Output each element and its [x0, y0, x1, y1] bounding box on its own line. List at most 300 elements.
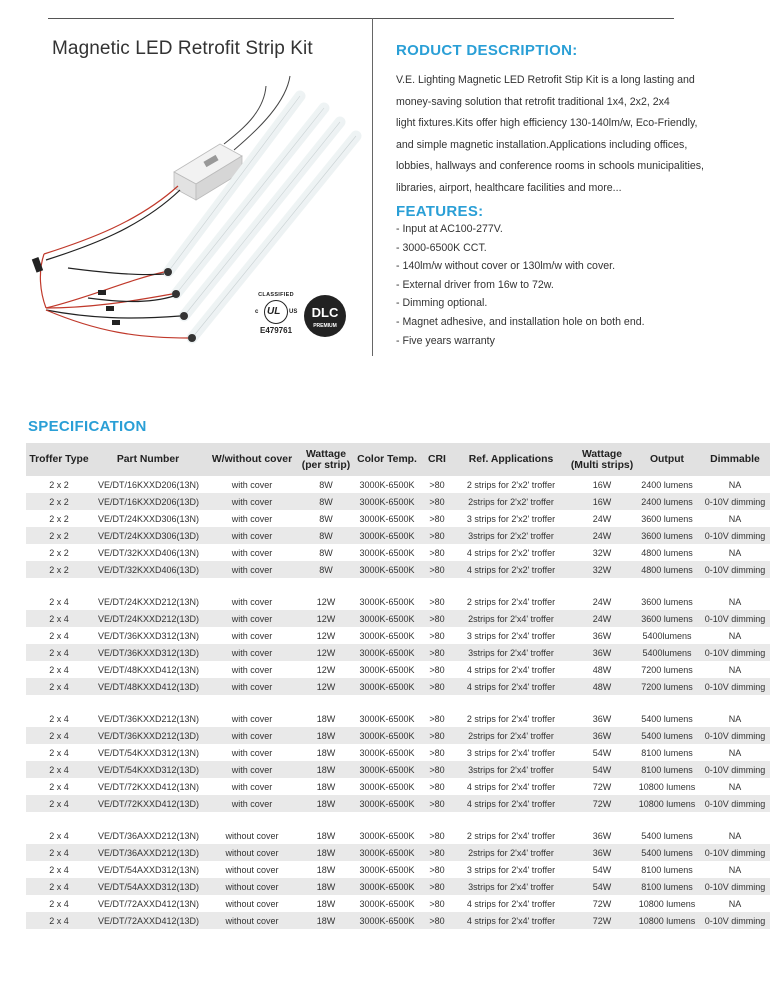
- table-cell: 2 x 2: [26, 493, 92, 510]
- table-cell: with cover: [204, 561, 300, 578]
- top-divider: [48, 18, 674, 19]
- table-cell: 72W: [592, 781, 612, 792]
- table-row: [26, 644, 770, 661]
- table-cell: with cover: [204, 644, 300, 661]
- description-line: light fixtures.Kits offer high efficiency 130-140lm/w, Eco-Friendly,: [396, 117, 698, 130]
- table-cell: >80: [429, 713, 445, 724]
- table-cell: 2 x 4: [26, 878, 92, 895]
- table-cell: 36W: [570, 644, 634, 661]
- column-header: W/without cover: [204, 443, 300, 476]
- description-line: libraries, airport, healthcare facilities and more...: [396, 181, 622, 194]
- table-cell: 54W: [570, 878, 634, 895]
- table-cell: 3600 lumens: [634, 610, 700, 627]
- table-cell: 32W: [570, 561, 634, 578]
- table-cell: with cover: [204, 493, 300, 510]
- table-cell: 5400 lumens: [634, 727, 700, 744]
- table-row: [26, 710, 770, 727]
- table-cell: NA: [728, 664, 742, 675]
- table-cell: 3strips for 2'x4' troffer: [452, 644, 570, 661]
- table-cell: 18W: [316, 781, 336, 792]
- ul-classified-mark: CLASSIFIED c UL US E479761: [255, 292, 298, 335]
- table-cell: 36W: [570, 844, 634, 861]
- table-cell: 2 x 4: [26, 912, 92, 929]
- table-cell: 3strips for 2'x2' troffer: [452, 527, 570, 544]
- table-cell: with cover: [231, 713, 273, 724]
- table-row: [26, 761, 770, 778]
- table-cell: 4 strips for 2'x2' troffer: [452, 561, 570, 578]
- table-cell: with cover: [204, 610, 300, 627]
- table-cell: 3strips for 2'x4' troffer: [452, 878, 570, 895]
- table-cell: NA: [728, 547, 742, 558]
- table-cell: VE/DT/16KXXD206(13N): [98, 479, 200, 490]
- table-cell: 8W: [300, 527, 352, 544]
- table-cell: 2 x 4: [49, 596, 69, 607]
- table-cell: 4800 lumens: [634, 561, 700, 578]
- table-cell: 0-10V dimming: [700, 844, 770, 861]
- table-cell: 4 strips for 2'x4' troffer: [466, 664, 556, 675]
- table-cell: with cover: [231, 479, 273, 490]
- column-header: CRI: [422, 443, 452, 476]
- table-cell: 3000K-6500K: [359, 864, 415, 875]
- table-cell: VE/DT/72KXXD412(13D): [92, 795, 204, 812]
- table-cell: >80: [422, 644, 452, 661]
- table-cell: 18W: [300, 727, 352, 744]
- table-cell: >80: [429, 596, 445, 607]
- table-cell: NA: [728, 713, 742, 724]
- table-cell: VE/DT/36AXXD212(13N): [98, 830, 200, 841]
- table-cell: 4 strips for 2'x4' troffer: [452, 912, 570, 929]
- table-cell: 4 strips for 2'x4' troffer: [452, 795, 570, 812]
- table-cell: VE/DT/48KXXD412(13D): [92, 678, 204, 695]
- table-cell: 8100 lumens: [641, 747, 693, 758]
- table-cell: 2 x 2: [49, 547, 69, 558]
- column-header: Color Temp.: [352, 443, 422, 476]
- table-cell: NA: [728, 479, 742, 490]
- feature-item: - 3000-6500K CCT.: [396, 241, 487, 254]
- table-cell: 3 strips for 2'x4' troffer: [466, 747, 556, 758]
- table-cell: without cover: [225, 830, 279, 841]
- column-header: Troffer Type: [26, 443, 92, 476]
- table-cell: 36W: [570, 727, 634, 744]
- dlc-premium-mark: DLC PREMIUM: [304, 295, 346, 337]
- table-cell: 3000K-6500K: [359, 747, 415, 758]
- description-heading: RODUCT DESCRIPTION:: [396, 42, 578, 59]
- table-cell: 0-10V dimming: [700, 644, 770, 661]
- table-cell: 18W: [300, 844, 352, 861]
- table-cell: 3 strips for 2'x2' troffer: [466, 513, 556, 524]
- table-cell: 2 x 4: [49, 713, 69, 724]
- table-cell: 54W: [570, 761, 634, 778]
- table-cell: 2 strips for 2'x4' troffer: [466, 713, 556, 724]
- table-cell: 72W: [570, 912, 634, 929]
- table-cell: 8W: [319, 547, 333, 558]
- table-cell: 4 strips for 2'x4' troffer: [466, 898, 556, 909]
- table-cell: 18W: [316, 830, 336, 841]
- table-cell: 2 x 4: [26, 795, 92, 812]
- table-cell: 3000K-6500K: [359, 596, 415, 607]
- table-cell: 2400 lumens: [634, 493, 700, 510]
- table-cell: >80: [422, 610, 452, 627]
- table-cell: 12W: [300, 610, 352, 627]
- table-cell: 5400lumens: [642, 630, 692, 641]
- description-text: [396, 70, 726, 200]
- table-cell: 24W: [570, 610, 634, 627]
- table-row: [26, 527, 770, 544]
- table-cell: 0-10V dimming: [700, 561, 770, 578]
- table-cell: 3000K-6500K: [352, 761, 422, 778]
- table-cell: 2 x 4: [49, 898, 69, 909]
- table-cell: 2 x 4: [26, 644, 92, 661]
- column-header: Dimmable: [700, 443, 770, 476]
- table-cell: 5400lumens: [634, 644, 700, 661]
- table-cell: 4800 lumens: [641, 547, 693, 558]
- table-cell: 2 x 4: [49, 664, 69, 675]
- table-cell: 2strips for 2'x4' troffer: [452, 844, 570, 861]
- table-cell: 54W: [592, 864, 612, 875]
- table-cell: 2 x 4: [49, 781, 69, 792]
- table-cell: 2 x 2: [49, 479, 69, 490]
- table-cell: 2 strips for 2'x4' troffer: [466, 596, 556, 607]
- table-cell: 8100 lumens: [634, 761, 700, 778]
- table-cell: with cover: [231, 513, 273, 524]
- table-cell: 2strips for 2'x2' troffer: [452, 493, 570, 510]
- table-cell: >80: [429, 747, 445, 758]
- table-cell: 2 strips for 2'x2' troffer: [466, 479, 556, 490]
- table-cell: 3000K-6500K: [352, 878, 422, 895]
- table-cell: VE/DT/72AXXD412(13N): [98, 898, 200, 909]
- table-cell: 10800 lumens: [638, 898, 696, 909]
- table-cell: 8100 lumens: [641, 864, 693, 875]
- table-cell: 2 x 4: [49, 864, 69, 875]
- table-cell: NA: [728, 898, 742, 909]
- table-cell: >80: [422, 527, 452, 544]
- table-cell: with cover: [204, 795, 300, 812]
- table-cell: 18W: [300, 912, 352, 929]
- table-cell: 12W: [316, 664, 336, 675]
- column-header: Part Number: [92, 443, 204, 476]
- table-header-row: [26, 443, 770, 476]
- table-cell: NA: [728, 513, 742, 524]
- table-cell: >80: [422, 561, 452, 578]
- table-cell: 24W: [592, 513, 612, 524]
- table-cell: 48W: [592, 664, 612, 675]
- table-cell: 3600 lumens: [641, 596, 693, 607]
- table-cell: with cover: [204, 678, 300, 695]
- group-spacer-cell: [26, 812, 770, 827]
- table-cell: 5400 lumens: [634, 844, 700, 861]
- table-cell: 7200 lumens: [641, 664, 693, 675]
- table-row: [26, 878, 770, 895]
- table-cell: 3000K-6500K: [352, 795, 422, 812]
- table-cell: 18W: [316, 713, 336, 724]
- table-cell: 12W: [316, 596, 336, 607]
- table-cell: 2 x 4: [49, 630, 69, 641]
- table-row: [26, 661, 770, 678]
- table-cell: 12W: [300, 644, 352, 661]
- table-cell: NA: [728, 830, 742, 841]
- table-cell: 2 x 4: [26, 727, 92, 744]
- table-cell: 12W: [316, 630, 336, 641]
- table-cell: >80: [429, 479, 445, 490]
- table-cell: 3000K-6500K: [352, 644, 422, 661]
- table-cell: 5400 lumens: [641, 830, 693, 841]
- table-cell: 2strips for 2'x4' troffer: [452, 610, 570, 627]
- table-cell: with cover: [204, 527, 300, 544]
- description-line: V.E. Lighting Magnetic LED Retrofit Stip Kit is a long lasting and: [396, 74, 695, 86]
- table-cell: 16W: [570, 493, 634, 510]
- table-cell: 2 x 4: [49, 747, 69, 758]
- table-cell: 3000K-6500K: [359, 830, 415, 841]
- table-cell: 4 strips for 2'x4' troffer: [466, 781, 556, 792]
- table-cell: VE/DT/48KXXD412(13N): [98, 664, 200, 675]
- table-cell: 2 x 4: [26, 610, 92, 627]
- column-header: Wattage (Multi strips): [570, 443, 634, 476]
- table-cell: >80: [422, 912, 452, 929]
- table-cell: 24W: [592, 596, 612, 607]
- feature-item: - External driver from 16w to 72w.: [396, 278, 554, 291]
- table-row: [26, 610, 770, 627]
- table-cell: VE/DT/16KXXD206(13D): [92, 493, 204, 510]
- table-row: [26, 593, 770, 610]
- table-cell: without cover: [225, 898, 279, 909]
- table-cell: VE/DT/36KXXD312(13D): [92, 644, 204, 661]
- table-row: [26, 778, 770, 795]
- group-spacer: [26, 695, 770, 710]
- table-cell: >80: [429, 864, 445, 875]
- table-cell: VE/DT/32KXXD406(13N): [98, 547, 200, 558]
- table-cell: with cover: [204, 761, 300, 778]
- table-cell: >80: [429, 547, 445, 558]
- table-cell: 0-10V dimming: [700, 493, 770, 510]
- table-cell: 3000K-6500K: [359, 898, 415, 909]
- table-cell: 3000K-6500K: [359, 781, 415, 792]
- table-row: [26, 561, 770, 578]
- table-row: [26, 510, 770, 527]
- table-cell: with cover: [231, 547, 273, 558]
- table-cell: 0-10V dimming: [700, 912, 770, 929]
- table-row: [26, 861, 770, 878]
- table-cell: VE/DT/54AXXD312(13D): [92, 878, 204, 895]
- table-cell: 2 x 2: [26, 527, 92, 544]
- table-cell: 3000K-6500K: [352, 493, 422, 510]
- table-cell: 3000K-6500K: [359, 479, 415, 490]
- table-cell: 3 strips for 2'x4' troffer: [466, 630, 556, 641]
- column-header: Wattage (per strip): [300, 443, 352, 476]
- table-cell: 3000K-6500K: [352, 527, 422, 544]
- table-cell: with cover: [231, 630, 273, 641]
- group-spacer-cell: [26, 578, 770, 593]
- table-cell: VE/DT/72KXXD412(13N): [98, 781, 200, 792]
- table-cell: with cover: [204, 727, 300, 744]
- table-cell: VE/DT/54KXXD312(13N): [98, 747, 200, 758]
- table-cell: VE/DT/24KXXD212(13D): [92, 610, 204, 627]
- table-cell: >80: [429, 513, 445, 524]
- table-cell: 2 x 2: [49, 513, 69, 524]
- table-cell: 2 x 4: [49, 830, 69, 841]
- table-cell: 3000K-6500K: [352, 678, 422, 695]
- table-cell: 2 strips for 2'x4' troffer: [466, 830, 556, 841]
- table-cell: >80: [429, 664, 445, 675]
- table-cell: 72W: [592, 898, 612, 909]
- table-cell: >80: [429, 630, 445, 641]
- table-cell: without cover: [225, 864, 279, 875]
- table-cell: 3000K-6500K: [352, 844, 422, 861]
- table-cell: NA: [728, 630, 742, 641]
- group-spacer: [26, 578, 770, 593]
- table-cell: without cover: [204, 912, 300, 929]
- table-cell: 16W: [592, 479, 612, 490]
- table-cell: VE/DT/54KXXD312(13D): [92, 761, 204, 778]
- table-cell: 0-10V dimming: [700, 527, 770, 544]
- feature-item: - Magnet adhesive, and installation hole on both end.: [396, 315, 645, 328]
- table-cell: 36W: [592, 713, 612, 724]
- table-cell: 36W: [592, 630, 612, 641]
- table-row: [26, 627, 770, 644]
- table-row: [26, 544, 770, 561]
- table-cell: VE/DT/54AXXD312(13N): [98, 864, 200, 875]
- table-cell: VE/DT/24KXXD212(13N): [98, 596, 200, 607]
- table-cell: 7200 lumens: [634, 678, 700, 695]
- table-cell: VE/DT/36AXXD212(13D): [92, 844, 204, 861]
- table-cell: >80: [422, 795, 452, 812]
- table-cell: 32W: [592, 547, 612, 558]
- table-cell: 3000K-6500K: [352, 912, 422, 929]
- table-cell: NA: [728, 864, 742, 875]
- table-cell: 3000K-6500K: [359, 547, 415, 558]
- table-cell: 18W: [300, 878, 352, 895]
- table-cell: NA: [728, 596, 742, 607]
- table-cell: 8100 lumens: [634, 878, 700, 895]
- table-row: [26, 493, 770, 510]
- table-cell: >80: [422, 878, 452, 895]
- table-cell: >80: [422, 493, 452, 510]
- table-cell: 0-10V dimming: [700, 761, 770, 778]
- table-row: [26, 727, 770, 744]
- table-cell: 10800 lumens: [634, 912, 700, 929]
- column-divider: [372, 18, 373, 356]
- table-cell: 10800 lumens: [638, 781, 696, 792]
- specification-table: [26, 443, 770, 929]
- table-cell: 2 x 4: [26, 761, 92, 778]
- column-header: Ref. Applications: [452, 443, 570, 476]
- wiring: [40, 186, 188, 338]
- table-cell: 2 x 4: [26, 678, 92, 695]
- table-cell: >80: [422, 727, 452, 744]
- table-cell: NA: [728, 781, 742, 792]
- table-cell: 18W: [316, 898, 336, 909]
- features-list: [396, 220, 645, 350]
- table-cell: VE/DT/24KXXD306(13D): [92, 527, 204, 544]
- table-cell: 0-10V dimming: [700, 795, 770, 812]
- feature-item: - Five years warranty: [396, 334, 495, 347]
- table-cell: 8W: [300, 493, 352, 510]
- table-cell: 18W: [316, 747, 336, 758]
- table-cell: 3000K-6500K: [352, 561, 422, 578]
- table-cell: 2 x 2: [26, 561, 92, 578]
- feature-item: - 140lm/w without cover or 130lm/w with cover.: [396, 260, 616, 273]
- table-cell: >80: [429, 781, 445, 792]
- table-cell: VE/DT/32KXXD406(13D): [92, 561, 204, 578]
- table-cell: 5400 lumens: [641, 713, 693, 724]
- table-cell: 18W: [316, 864, 336, 875]
- table-cell: with cover: [231, 747, 273, 758]
- table-row: [26, 476, 770, 493]
- table-cell: 3000K-6500K: [352, 727, 422, 744]
- table-cell: 8W: [319, 513, 333, 524]
- table-cell: 0-10V dimming: [700, 878, 770, 895]
- table-cell: with cover: [231, 664, 273, 675]
- table-cell: without cover: [204, 878, 300, 895]
- table-cell: >80: [429, 898, 445, 909]
- table-row: [26, 895, 770, 912]
- table-cell: with cover: [231, 596, 273, 607]
- table-row: [26, 912, 770, 929]
- table-row: [26, 844, 770, 861]
- group-spacer-cell: [26, 695, 770, 710]
- table-cell: 18W: [300, 795, 352, 812]
- table-cell: 24W: [570, 527, 634, 544]
- table-cell: 0-10V dimming: [700, 678, 770, 695]
- table-cell: 4 strips for 2'x4' troffer: [452, 678, 570, 695]
- table-cell: 2strips for 2'x4' troffer: [452, 727, 570, 744]
- table-cell: >80: [422, 678, 452, 695]
- table-cell: 2400 lumens: [641, 479, 693, 490]
- table-cell: 8W: [300, 561, 352, 578]
- description-line: money-saving solution that retrofit traditional 1x4, 2x2, 2x4: [396, 95, 670, 108]
- table-cell: 18W: [300, 761, 352, 778]
- table-cell: without cover: [204, 844, 300, 861]
- table-cell: 3strips for 2'x4' troffer: [452, 761, 570, 778]
- table-cell: 0-10V dimming: [700, 610, 770, 627]
- table-cell: 3000K-6500K: [359, 630, 415, 641]
- table-cell: 3 strips for 2'x4' troffer: [466, 864, 556, 875]
- table-cell: >80: [422, 844, 452, 861]
- table-cell: 48W: [570, 678, 634, 695]
- table-cell: 3000K-6500K: [352, 610, 422, 627]
- feature-item: - Input at AC100-277V.: [396, 223, 503, 235]
- table-cell: 3000K-6500K: [359, 664, 415, 675]
- table-row: [26, 795, 770, 812]
- table-cell: >80: [422, 761, 452, 778]
- table-cell: 0-10V dimming: [700, 727, 770, 744]
- table-body: [26, 476, 770, 929]
- feature-item: - Dimming optional.: [396, 297, 488, 310]
- table-cell: 36W: [592, 830, 612, 841]
- specification-heading: SPECIFICATION: [28, 418, 147, 435]
- table-cell: >80: [429, 830, 445, 841]
- table-cell: VE/DT/72AXXD412(13D): [92, 912, 204, 929]
- table-cell: 2 x 4: [26, 844, 92, 861]
- table-cell: 3000K-6500K: [359, 713, 415, 724]
- table-cell: 4 strips for 2'x2' troffer: [466, 547, 556, 558]
- features-heading: FEATURES:: [396, 203, 484, 220]
- table-cell: 3600 lumens: [634, 527, 700, 544]
- table-cell: VE/DT/24KXXD306(13N): [98, 513, 200, 524]
- table-cell: with cover: [231, 781, 273, 792]
- table-cell: VE/DT/36KXXD212(13N): [98, 713, 200, 724]
- table-cell: 54W: [592, 747, 612, 758]
- page-title: Magnetic LED Retrofit Strip Kit: [52, 38, 313, 59]
- table-cell: VE/DT/36KXXD312(13N): [98, 630, 200, 641]
- description-line: lobbies, hallways and conference rooms in schools municipalities,: [396, 160, 704, 173]
- table-row: [26, 744, 770, 761]
- table-cell: 3000K-6500K: [359, 513, 415, 524]
- table-cell: NA: [728, 747, 742, 758]
- group-spacer: [26, 812, 770, 827]
- table-cell: 12W: [300, 678, 352, 695]
- table-cell: 72W: [570, 795, 634, 812]
- table-cell: 10800 lumens: [634, 795, 700, 812]
